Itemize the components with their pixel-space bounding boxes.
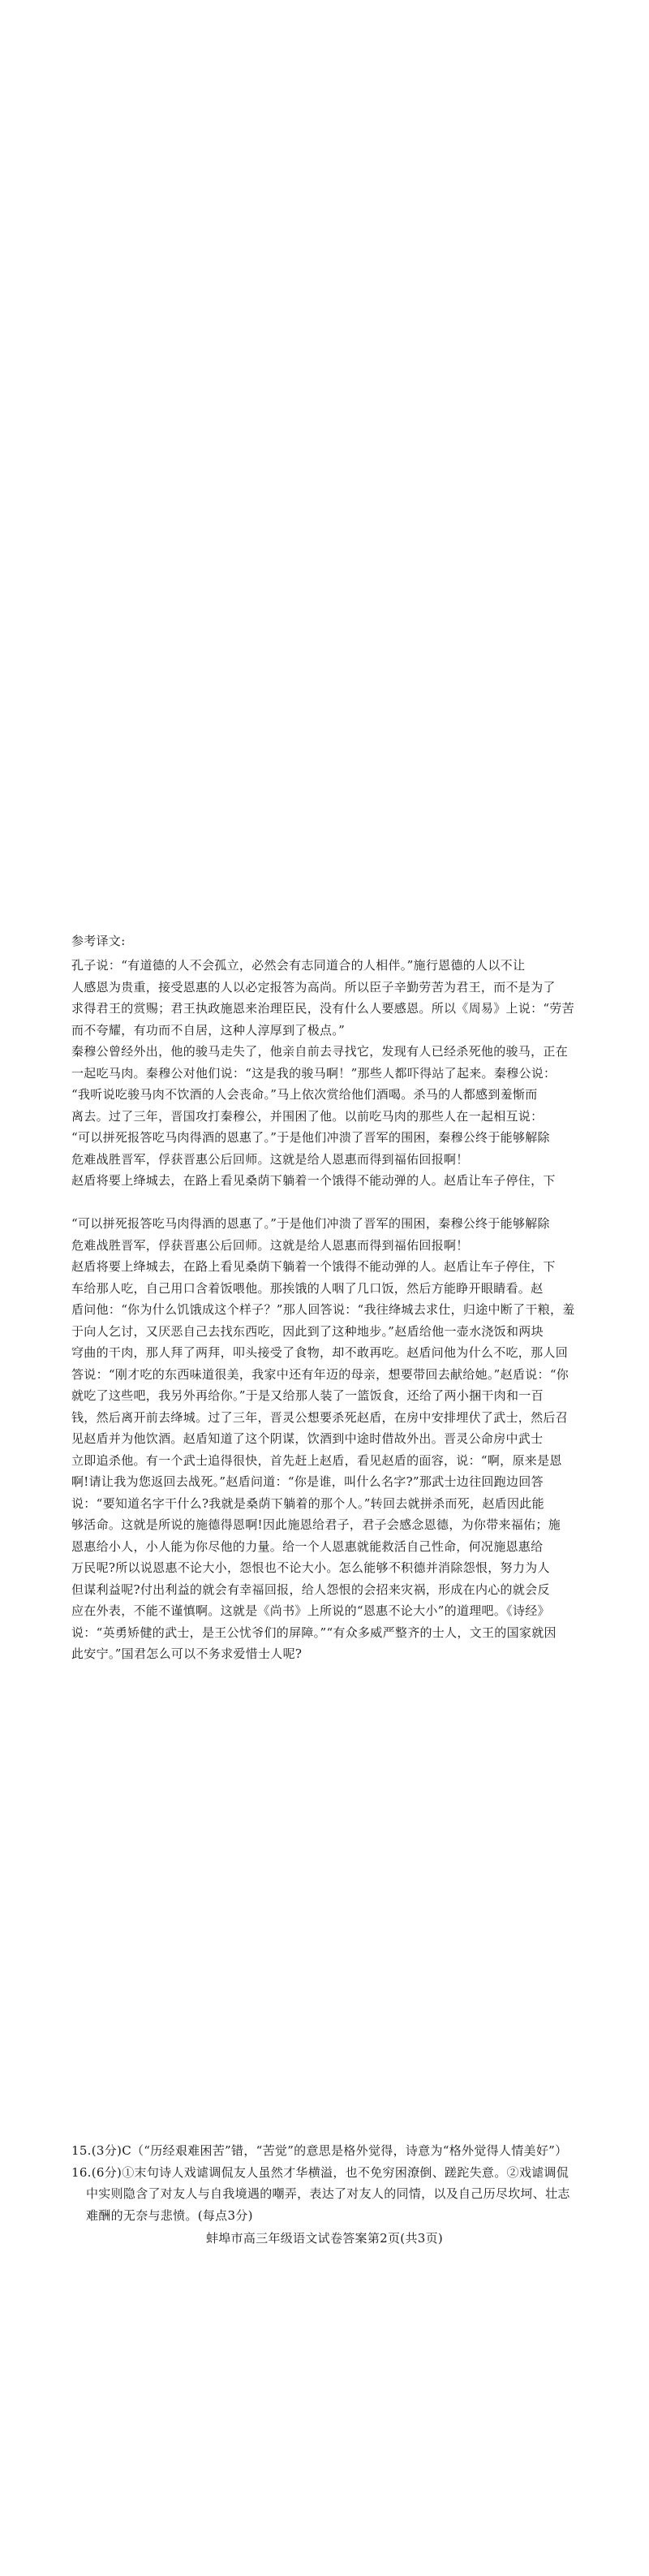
translation-line: 盾问他：“你为什么饥饿成这个样子？”那人回答说：“我往绛城去求仕，归途中断了干粮，羞 [71,1302,575,1317]
translation-line: 说：“英勇矫健的武士，是王公忧爷们的屏障。”“有众多威严整齐的士人，文王的国家就因 [71,1625,557,1640]
translation-line: 啊!请让我为您返回去战死。”赵盾问道：“你是谁，叫什么名字?”那武士边往回跑边回答 [71,1474,544,1489]
answer-text: (6分)①末句诗人戏谑调侃友人虽然才华横溢，也不免穷困潦倒、蹉跎失意。②戏谑调侃 [91,2164,569,2180]
translation-heading: 参考译文: [71,934,126,948]
answer-text: (3分)C（“历经艰难困苦”错，“苦觉”的意思是格外觉得，诗意为“格外觉得人情美好”） [91,2143,568,2158]
answers-section [71,2143,623,2229]
translation-line [71,1195,623,1217]
translation-line: 赵盾将要上绛城去，在路上看见桑荫下躺着一个饿得不能动弹的人。赵盾让车子停住，下 [71,1259,556,1274]
translation-line: 于向人乞讨，又厌恶自己去找东西吃，因此到了这种地步。”赵盾给他一壶水浇饭和两块 [71,1323,544,1339]
translation-line: 恩惠给小人，小人能为你尽他的力量。给一个人恩惠就能救活自己性命，何况施恩惠给 [71,1538,544,1554]
answer-line [71,2208,623,2230]
translation-line: 万民呢?所以说恩惠不论大小，怨恨也不论大小。怎么能够不积德并消除怨恨，努力为人 [71,1560,550,1575]
translation-line: “可以拼死报答吃马肉得酒的恩惠了。”于是他们冲溃了晋军的围困，秦穆公终于能够解除 [71,1216,550,1231]
translation-line: 离去。过了三年，晋国攻打秦穆公，并围困了他。以前吃马肉的那些人在一起相互说： [71,1108,544,1124]
translation-line: 说：“要知道名字干什么?我就是桑荫下躺着的那个人。”转回去就拼杀而死，赵盾因此能 [71,1495,544,1511]
translation-line: 而不夸耀，有功而不自居，这种人淳厚到了极点。” [71,1022,346,1038]
translation-line: 孔子说：“有道德的人不会孤立，必然会有志同道合的人相伴。”施行恩德的人以不让 [71,958,526,973]
translation-line: 危难战胜晋军，俘获晋惠公后回师。这就是给人恩惠而得到福佑回报啊！ [71,1237,469,1253]
answer-number: 16. [71,2164,92,2180]
translation-line: 求得君王的赏赐；君王执政施恩来治理臣民，没有什么人要感恩。所以《周易》上说：“劳苦 [71,1001,574,1016]
translation-line: “可以拼死报答吃马肉得酒的恩惠了。”于是他们冲溃了晋军的围困，秦穆公终于能够解除 [71,1130,550,1145]
translation-line: 应在外表，不能不谨慎啊。这就是《尚书》上所说的“恩惠不论大小”的道理吧。《诗经》 [71,1603,550,1618]
translation-line: 赵盾将要上绛城去，在路上看见桑荫下躺着一个饿得不能动弹的人。赵盾让车子停住，下 [71,1173,556,1188]
answer-text: 中实则隐含了对友人与自我境遇的嘲弄，表达了对友人的同情，以及自己历尽坎坷、壮志 [86,2186,570,2201]
page-footer: 蚌埠市高三年级语文试卷答案第2页(共3页) [205,2231,444,2246]
translation-line: 答说：“刚才吃的东西味道很美，我家中还有年迈的母亲，想要带回去献给她。”赵盾说：“你 [71,1366,569,1382]
translation-line: 危难战胜晋军，俘获晋惠公后回师。这就是给人恩惠而得到福佑回报啊！ [71,1151,469,1167]
answer-line [71,2186,623,2208]
translation-line: 秦穆公曾经外出，他的骏马走失了，他亲自前去寻找它，发现有人已经杀死他的骏马，正在 [71,1044,569,1059]
translation-line: 一起吃马肉。秦穆公对他们说：“这是我的骏马啊！”那些人都吓得站了起来。秦穆公说： [71,1065,557,1081]
translation-line: 钱，然后离开前去绛城。过了三年，晋灵公想要杀死赵盾，在房中安排埋伏了武士，然后召 [71,1409,569,1425]
translation-line: “我听说吃骏马肉不饮酒的人会丧命。”马上依次赏给他们酒喝。杀马的人都感到羞惭而 [71,1087,538,1102]
translation-line: 人感恩为贵重，接受恩惠的人以必定报答为高尚。所以臣子辛勤劳苦为君王，而不是为了 [71,979,556,995]
translation-line: 见赵盾并为他饮酒。赵盾知道了这个阴谋，饮酒到中途时借故外出。晋灵公命房中武士 [71,1431,544,1446]
answer-line [71,2143,623,2165]
translation-line: 立即追杀他。有一个武士追得很快，首先赶上赵盾，看见赵盾的面容，说：“啊，原来是恩 [71,1452,562,1468]
answer-line [71,2165,623,2187]
translation-line: 够活命。这就是所说的施德得恩啊!因此施恩给君子，君子会感念恩德，为你带来福佑；施 [71,1517,561,1532]
translation-line: 就吃了这些吧，我另外再给你。”于是又给那人装了一篮饭食，还给了两小捆干肉和一百 [71,1388,544,1403]
translation-line: 穹曲的干肉，那人拜了两拜，叩头接受了食物，却不敢再吃。赵盾问他为什么不吃，那人回 [71,1345,569,1360]
answer-number: 15. [71,2143,92,2158]
translation-line: 车给那人吃，自己用口含着饭喂他。那挨饿的人咽了几口饭，然后方能睁开眼睛看。赵 [71,1280,544,1296]
translation-line: 此安宁。”国君怎么可以不务求爱惜士人呢? [71,1646,303,1661]
translation-body [71,958,623,1668]
answer-text: 难酬的无奈与悲愤。(每点3分) [86,2207,253,2223]
translation-line: 但谋利益呢?付出利益的就会有幸福回报，给人怨恨的会招来灾祸，形成在内心的就会反 [71,1581,550,1597]
